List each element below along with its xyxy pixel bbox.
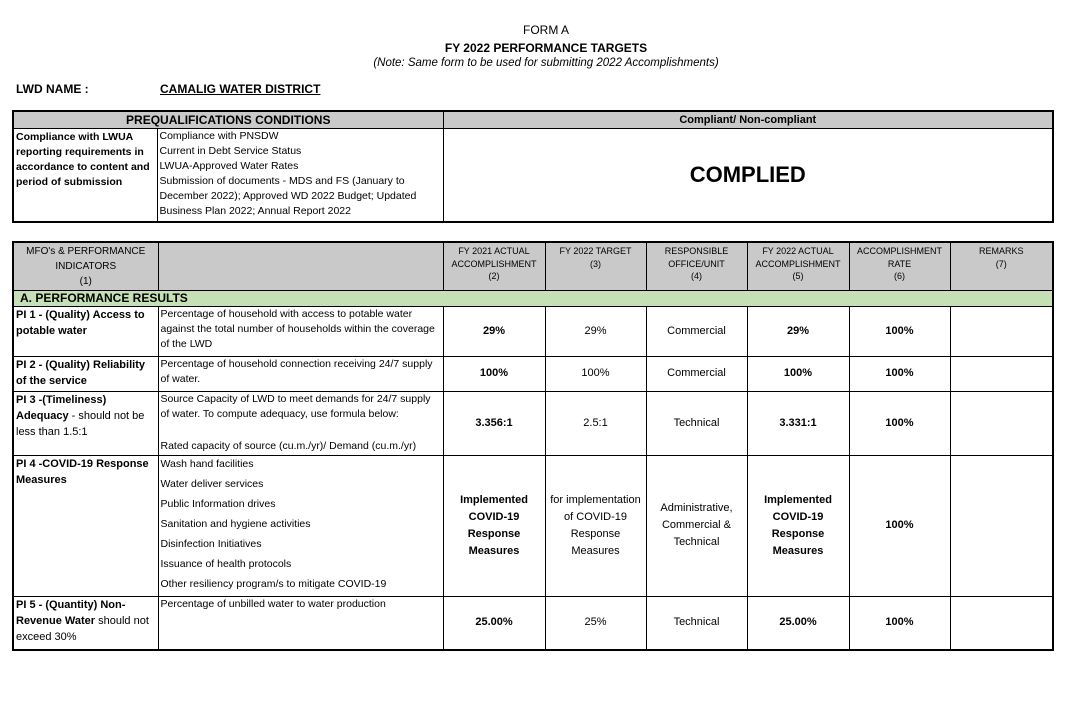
indicator-name xyxy=(13,596,158,650)
lwd-name-label: LWD NAME : xyxy=(16,82,89,96)
column-header-line: FY 2022 ACTUAL xyxy=(762,246,834,256)
indicator-name xyxy=(13,391,158,455)
indicator-description-text: Source Capacity of LWD to meet demands for 24/7 supply of water. To compute adequacy, use formula below: xyxy=(160,392,431,420)
indicator-name xyxy=(13,455,158,596)
column-header-indicators xyxy=(13,242,158,290)
indicator-description: Percentage of unbilled water to water production xyxy=(158,596,443,650)
list-item: Other resiliency program/s to mitigate COVID-19 xyxy=(160,577,387,590)
column-header-line: (1) xyxy=(79,276,92,287)
fy2022-target-cell: for implementation of COVID-19 Response Measures xyxy=(545,455,646,596)
form-note: (Note: Same form to be used for submitting 2022 Accomplishments) xyxy=(373,57,719,69)
prequalification-label xyxy=(13,128,157,222)
column-header-line: RESPONSIBLE xyxy=(664,246,729,256)
indicator-name-bold: PI 1 - (Quality) Access to potable water xyxy=(16,308,145,337)
prequalification-label-line: accordance to content and xyxy=(16,160,150,173)
remarks-cell xyxy=(950,306,1053,356)
fy2022-target-cell: 29% xyxy=(545,306,646,356)
prequalification-item: Current in Debt Service Status xyxy=(159,144,302,157)
fy2021-actual-cell: 100% xyxy=(443,356,545,391)
fy2021-actual-cell: Implemented COVID-19 Response Measures xyxy=(443,455,545,596)
indicator-name-bold: PI 4 -COVID-19 Response Measures xyxy=(16,457,149,486)
list-item: Wash hand facilities xyxy=(160,457,254,470)
responsible-office-cell: Administrative, Commercial & Technical xyxy=(646,455,747,596)
indicator-description: Percentage of household with access to potable water against the total number of households within the coverage of the LWD xyxy=(158,306,443,356)
list-item: Issuance of health protocols xyxy=(160,557,292,570)
remarks-cell xyxy=(950,455,1053,596)
column-header-line: MFO's & PERFORMANCE xyxy=(26,246,146,257)
form-title: FY 2022 PERFORMANCE TARGETS xyxy=(444,41,648,55)
indicator-name-bold: PI 3 -(Timeliness) Adequacy xyxy=(16,393,107,422)
prequalification-label-line: Compliance with LWUA xyxy=(16,130,134,143)
prequalification-label-line: reporting requirements in xyxy=(16,145,144,158)
table-row xyxy=(13,391,1053,455)
compliance-heading: Compliant/ Non-compliant xyxy=(443,111,1053,128)
column-header-line: FY 2021 ACTUAL xyxy=(458,246,530,256)
prequalification-item: December 2022); Approved WD 2022 Budget; Updated xyxy=(159,189,417,202)
column-header-line: FY 2022 TARGET xyxy=(559,246,632,256)
column-header-line: OFFICE/UNIT xyxy=(668,258,725,269)
fy2022-actual-cell: 100% xyxy=(747,356,849,391)
indicator-name-bold: PI 5 - (Quantity) Non-Revenue Water xyxy=(16,598,126,627)
fy2021-actual-cell: 25.00% xyxy=(443,596,545,650)
prequalification-item: Compliance with PNSDW xyxy=(159,129,279,142)
fy2021-actual-cell: 29% xyxy=(443,306,545,356)
prequalifications-table xyxy=(12,110,1054,223)
form-label: FORM A xyxy=(522,23,569,37)
table-row xyxy=(13,356,1053,391)
indicator-name-rest: - should not be less than 1.5:1 xyxy=(16,409,145,438)
prequalification-items xyxy=(157,128,443,222)
fy2022-actual-cell: 29% xyxy=(747,306,849,356)
column-header-accomplishment-rate xyxy=(849,242,950,290)
column-header-line: ACCOMPLISHMENT xyxy=(451,258,537,269)
accomplishment-rate-cell: 100% xyxy=(849,391,950,455)
indicator-description xyxy=(158,391,443,455)
indicator-name xyxy=(13,306,158,356)
performance-table xyxy=(12,241,1054,651)
column-header-fy2022-target xyxy=(545,242,646,290)
compliance-status: COMPLIED xyxy=(443,128,1053,222)
fy2022-actual-cell: 3.331:1 xyxy=(747,391,849,455)
fy2022-target-cell: 100% xyxy=(545,356,646,391)
covid-measures-list xyxy=(158,455,443,596)
fy2022-target-cell: 25% xyxy=(545,596,646,650)
remarks-cell xyxy=(950,596,1053,650)
fy2022-target-cell: 2.5:1 xyxy=(545,391,646,455)
list-item: Public Information drives xyxy=(160,497,276,510)
table-row xyxy=(13,306,1053,356)
responsible-office-cell: Commercial xyxy=(646,356,747,391)
indicator-description: Percentage of household connection receiving 24/7 supply of water. xyxy=(158,356,443,391)
column-header-line: (2) xyxy=(488,271,500,281)
column-header-fy2022-actual xyxy=(747,242,849,290)
indicator-name xyxy=(13,356,158,391)
remarks-cell xyxy=(950,356,1053,391)
indicator-name-rest: should not exceed 30% xyxy=(16,614,149,643)
accomplishment-rate-cell: 100% xyxy=(849,306,950,356)
column-header-line: ACCOMPLISHMENT xyxy=(755,258,841,269)
fy2022-actual-cell: Implemented COVID-19 Response Measures xyxy=(747,455,849,596)
column-header-responsible-office xyxy=(646,242,747,290)
prequalification-item: Submission of documents - MDS and FS (January to xyxy=(159,174,405,187)
fy2021-actual-cell: 3.356:1 xyxy=(443,391,545,455)
responsible-office-cell: Commercial xyxy=(646,306,747,356)
column-header-fy2021-actual xyxy=(443,242,545,290)
list-item: Disinfection Initiatives xyxy=(160,537,262,550)
accomplishment-rate-cell: 100% xyxy=(849,356,950,391)
column-header-line: REMARKS xyxy=(978,246,1024,256)
column-header-remarks xyxy=(950,242,1053,290)
column-header-row xyxy=(13,242,1053,290)
table-row xyxy=(13,455,1053,596)
prequalification-label-line: period of submission xyxy=(16,175,123,188)
column-header-line: (7) xyxy=(995,258,1007,269)
column-header-line: ACCOMPLISHMENT xyxy=(856,246,942,256)
list-item: Water deliver services xyxy=(160,477,264,490)
prequalifications-heading: PREQUALIFICATIONS CONDITIONS xyxy=(13,111,443,128)
column-header-description xyxy=(158,242,443,290)
responsible-office-cell: Technical xyxy=(646,391,747,455)
column-header-line: RATE xyxy=(887,258,912,269)
remarks-cell xyxy=(950,391,1053,455)
accomplishment-rate-cell: 100% xyxy=(849,455,950,596)
column-header-line: (5) xyxy=(792,271,804,281)
column-header-line: (3) xyxy=(590,258,601,269)
responsible-office-cell: Technical xyxy=(646,596,747,650)
accomplishment-rate-cell: 100% xyxy=(849,596,950,650)
fy2022-actual-cell: 25.00% xyxy=(747,596,849,650)
column-header-line: (4) xyxy=(691,271,702,281)
list-item: Sanitation and hygiene activities xyxy=(160,517,311,530)
adequacy-formula: Rated capacity of source (cu.m./yr)/ Demand (cu.m./yr) xyxy=(160,439,417,452)
indicator-name-bold: PI 2 - (Quality) Reliability of the service xyxy=(16,358,145,387)
prequalification-item: LWUA-Approved Water Rates xyxy=(159,159,299,172)
table-row xyxy=(13,596,1053,650)
column-header-line: INDICATORS xyxy=(55,261,117,272)
section-heading: A. PERFORMANCE RESULTS xyxy=(13,290,1053,306)
column-header-line: (6) xyxy=(894,271,905,281)
lwd-name-value: CAMALIG WATER DISTRICT xyxy=(160,82,321,96)
section-row xyxy=(13,290,1053,306)
prequalification-item: Business Plan 2022; Annual Report 2022 xyxy=(159,204,351,217)
